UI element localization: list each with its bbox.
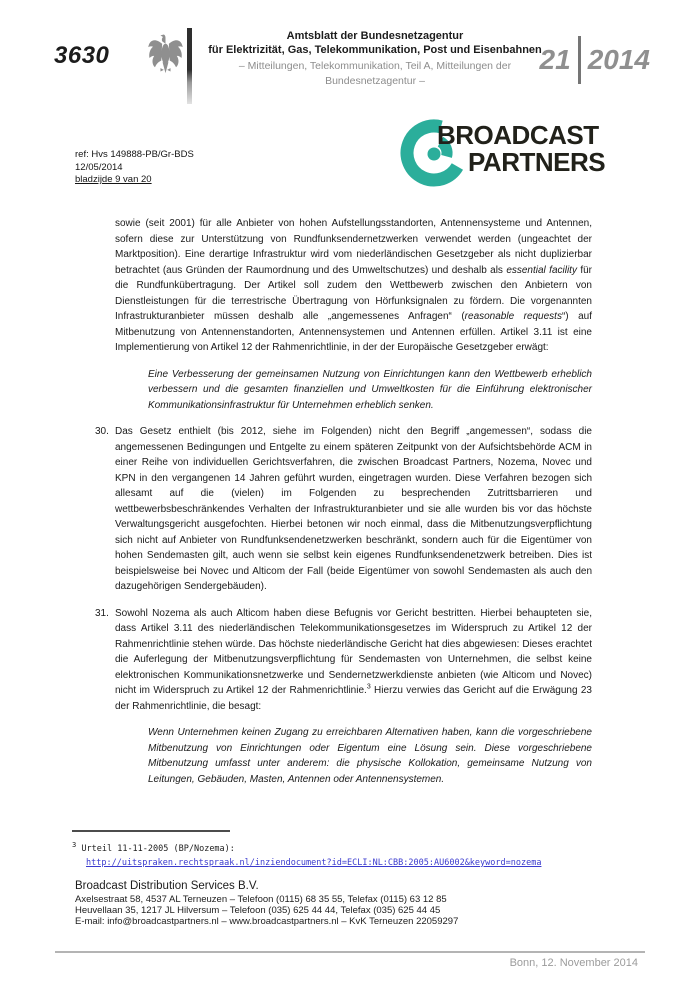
gazette-title-line1: Amtsblatt der Bundesnetzagentur bbox=[286, 30, 464, 42]
footnote-text: $^3$ Urteil 11-11-2005 (BP/Nozema): bbox=[72, 840, 235, 854]
reference-date: 12/05/2014 bbox=[75, 161, 123, 173]
paragraph-intro: sowie (seit 2001) für alle Anbieter von hohen Aufstellungsstandorten, Antennensysteme und Antennen, sofern diese zur Unterstützung von Rundfunksendernetzwerken verwendet werden (ungeachtet der Marktposition). Eine derartige Infrastruktur wird vom niederländischen Gesetzgeber als nicht duplizierbar betrachtet (aus Gründen der Raumordnung und des Umweltschutzes) und deshalb als essential facility für die Rundfunkübertragung. Der Artikel soll zudem den Wettbewerb zwischen den Anbietern von Dienstleistungen für die terrestrische Übertragung von Hörfunksignalen zu fördern. Die vorgenannten Infrastrukturanbieter müssen deshalb alle „angemessenes Anfragen“ (reasonable requests“) auf Mitbenutzung von Antennenstandorten, Antennensystemen und Antennen erfüllen. Artikel 3.11 ist eine Implementierung von Artikel 12 der Rahmenrichtlinie, in der der Europäische Gesetzgeber erwägt: bbox=[115, 218, 593, 353]
company-address-line3: E-mail: info@broadcastpartners.nl – www.broadcastpartners.nl – KvK Terneuzen 22059297 bbox=[75, 916, 459, 927]
gazette-subtitle: – Mitteilungen, Telekommunikation, Teil A, Mitteilungen der Bundesnetzagentur – bbox=[238, 60, 512, 87]
issue-number: 21 bbox=[539, 44, 571, 75]
gazette-title-block bbox=[200, 29, 550, 89]
blockquote-recital-23: Wenn Unternehmen keinen Zugang zu erreichbaren Alternativen haben, kann die vorgeschriebene Mitbenutzung von Einrichtungen oder Eigentum eine Lösung sein. Diese vorgeschriebene Mitbenutzung umfasst unter anderem: die physische Kollokation, gemeinsame Nutzung von Leitungen, Gebäuden, Masten, Antennen oder Antennensystemen. bbox=[148, 727, 592, 785]
paragraph-text: Sowohl Nozema als auch Alticom haben diese Befugnis vor Gericht bestritten. Hierbei behaupteten sie, dass Artikel 3.11 des niederländischen Telekommunikationsgesetzes im Widerspruch zu Artikel 12 der Rahmenrichtlinie stehen würde. Das höchste niederländische Gericht hat dies abgewiesen: Dieses erachtet die Auferlegung der Mitbenutzungsverpflichtung für Sendemasten von Unternehmen, die selbst keine elektronischen Kommunikationsnetzwerke und Sendernetzwerkdienste anbieten (wie Alticom und Novec) nicht im Widerspruch zu Artikel 12 der Rahmenrichtlinie.$^3$ Hierzu verwies das Gericht auf die Erwägung 23 der Rahmenrichtlinie, die besagt: bbox=[115, 607, 592, 712]
company-address-line1: Axelsestraat 58, 4537 AL Terneuzen – Telefoon (0115) 68 35 55, Telefax (0115) 63 12 85 bbox=[75, 894, 447, 905]
issue-divider-bar bbox=[578, 36, 581, 84]
paragraph-text: Das Gesetz enthielt (bis 2012, siehe im Folgenden) nicht den Begriff „angemessen“, sodass die angemessenen Bedingungen und Entgelte zu einem späteren Zeitpunkt von der Aufsichtsbehörde ACM in einer Reihe von individuellen Gerichtsverfahren, die zwischen Broadcast Partners, Nozema, Novec und KPN in den vergangenen 14 Jahren geführt wurden, eingetragen wurden. Diese Verfahren bezogen sich allesamt auf die (vielen) im Folgenden zu besprechenden Zutrittsbarrieren und wettbewerbsbeschränkendes Verhalten der Infrastrukturanbieter und sie alle wurden bis vor das höchste Verwaltungsgericht ausgefochten. Hierbei betonen wir noch einmal, dass die Mitbenutzungsverpflichtung sich nicht auf Anbieter von Rundfunksendenetzwerken beschränkt, sondern auch für die Eigentümer von hohen Sendemasten gilt, auch wenn sie selbst kein eigenes Rundfunksendenetzwerk betreiben. Dies ist beispielsweise bei Novec und Alticom der Fall (beide Eigentümer von sowohl Sendemasten als auch den dazugehörigen Sendergebäuden). bbox=[115, 426, 592, 592]
place-date-stamp: Bonn, 12. November 2014 bbox=[509, 957, 638, 969]
footnote-divider bbox=[72, 830, 230, 832]
logo-text-broadcast: BROADCAST bbox=[437, 120, 599, 150]
footnote-block bbox=[72, 830, 602, 870]
gazette-page-number: 3630 bbox=[54, 42, 110, 69]
numbered-paragraph-30 bbox=[95, 424, 592, 595]
company-name: Broadcast Distribution Services B.V. bbox=[75, 880, 259, 892]
reference-page-indicator: bladzijde 9 van 20 bbox=[75, 174, 152, 185]
footnote-link[interactable]: http://uitspraken.rechtspraak.nl/inziendocument?id=ECLI:NL:CBB:2005:AU6002&keyword=nozema bbox=[86, 857, 542, 868]
numbered-paragraph-31 bbox=[95, 606, 592, 715]
company-footer bbox=[75, 880, 595, 927]
logo-text-partners: PARTNERS bbox=[468, 147, 606, 177]
company-address-line2: Heuvellaan 35, 1217 JL Hilversum – Telefoon (035) 625 44 44, Telefax (035) 625 44 45 bbox=[75, 905, 441, 916]
gazette-title-line2: für Elektrizität, Gas, Telekommunikation, Post und Eisenbahnen bbox=[208, 44, 542, 56]
paragraph-number: 30. bbox=[95, 426, 109, 437]
issue-number-block bbox=[540, 36, 650, 84]
issue-year: 2014 bbox=[587, 44, 650, 75]
bottom-divider-rule bbox=[55, 951, 645, 953]
header-divider-bar bbox=[187, 28, 192, 104]
reference-block bbox=[75, 149, 194, 187]
reference-number: ref: Hvs 149888-PB/Gr-BDS bbox=[75, 149, 194, 160]
paragraph-number: 31. bbox=[95, 607, 109, 619]
blockquote-framework-directive-art12: Eine Verbesserung der gemeinsamen Nutzung von Einrichtungen kann den Wettbewerb erheblich verbessern und die gesamten finanziellen und Umweltkosten für die Einführung elektronischer Kommunikationsinfrastruktur für Unternehmen erheblich senken. bbox=[148, 368, 592, 411]
bundesadler-eagle-icon bbox=[147, 27, 184, 79]
document-body bbox=[95, 216, 592, 798]
